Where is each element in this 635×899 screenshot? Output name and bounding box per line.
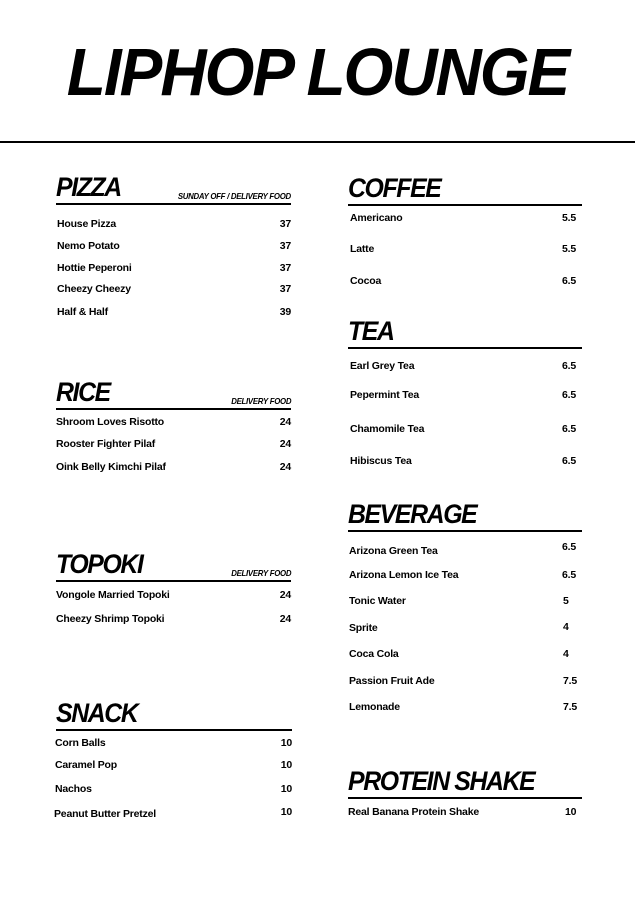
item-price: 10 <box>280 806 292 818</box>
section-rice <box>56 376 291 473</box>
item-name: Arizona Green Tea <box>349 545 438 557</box>
item-name: Hottie Peperoni <box>57 262 132 274</box>
section-title: COFFEE <box>348 173 441 203</box>
section-header <box>56 376 291 410</box>
item-name: Oink Belly Kimchi Pilaf <box>56 461 166 473</box>
item-price: 6.5 <box>562 541 576 553</box>
item-name: Chamomile Tea <box>350 423 425 435</box>
item-price: 5.5 <box>562 243 576 255</box>
section-note: SUNDAY OFF / DELIVERY FOOD <box>177 191 291 201</box>
item-price: 4 <box>563 648 569 660</box>
section-topoki <box>56 548 291 625</box>
item-price: 10 <box>280 783 292 795</box>
section-title: BEVERAGE <box>348 499 477 529</box>
section-header <box>348 765 582 799</box>
section-note: DELIVERY FOOD <box>230 568 291 578</box>
item-name: Coca Cola <box>349 648 399 660</box>
item-price: 6.5 <box>562 360 576 372</box>
menu-title: LIPHOP LOUNGE <box>66 34 569 110</box>
item-name: Hibiscus Tea <box>350 455 412 467</box>
item-name: Real Banana Protein Shake <box>348 806 479 818</box>
item-price: 6.5 <box>562 275 576 287</box>
item-price: 4 <box>563 621 569 633</box>
item-price: 5 <box>563 595 569 607</box>
section-title: PROTEIN SHAKE <box>348 766 535 796</box>
item-name: Shroom Loves Risotto <box>56 416 165 428</box>
section-header <box>348 315 582 349</box>
item-name: Arizona Lemon Ice Tea <box>349 569 459 581</box>
item-price: 10 <box>280 759 292 771</box>
section-header <box>56 171 291 205</box>
item-price: 24 <box>279 438 291 450</box>
item-name: House Pizza <box>57 218 117 230</box>
item-name: Vongole Married Topoki <box>56 589 170 601</box>
item-price: 5.5 <box>562 212 576 224</box>
item-name: Americano <box>350 212 403 224</box>
section-title: TOPOKI <box>56 549 143 579</box>
section-title: RICE <box>56 377 110 407</box>
item-name: Half & Half <box>57 306 108 318</box>
item-price: 24 <box>279 613 291 625</box>
item-name: Nachos <box>55 783 92 795</box>
item-price: 6.5 <box>562 389 576 401</box>
item-price: 39 <box>279 306 291 318</box>
item-name: Cocoa <box>350 275 382 287</box>
section-header <box>56 697 292 731</box>
item-price: 37 <box>279 240 291 252</box>
item-price: 24 <box>279 589 291 601</box>
item-name: Pepermint Tea <box>350 389 419 401</box>
item-name: Latte <box>350 243 375 255</box>
section-coffee <box>348 172 582 287</box>
section-pizza <box>56 171 291 318</box>
section-header <box>348 498 582 532</box>
item-price: 10 <box>280 737 292 749</box>
item-price: 7.5 <box>563 675 577 687</box>
item-name: Peanut Butter Pretzel <box>54 808 156 820</box>
section-title: TEA <box>348 316 394 346</box>
item-name: Lemonade <box>349 701 400 713</box>
item-name: Cheezy Shrimp Topoki <box>56 613 165 625</box>
item-price: 6.5 <box>562 423 576 435</box>
item-price: 24 <box>279 461 291 473</box>
item-price: 37 <box>279 218 291 230</box>
item-name: Rooster Fighter Pilaf <box>56 438 156 450</box>
section-title: SNACK <box>56 698 138 728</box>
section-header <box>56 548 291 582</box>
section-tea <box>348 315 582 467</box>
item-name: Passion Fruit Ade <box>349 675 435 687</box>
item-price: 37 <box>279 262 291 274</box>
item-price: 7.5 <box>563 701 577 713</box>
title-divider <box>0 141 635 143</box>
section-protein-shake <box>348 765 582 818</box>
section-note: DELIVERY FOOD <box>230 396 291 406</box>
item-name: Caramel Pop <box>55 759 117 771</box>
item-name: Tonic Water <box>349 595 406 607</box>
item-price: 10 <box>565 806 577 818</box>
item-name: Cheezy Cheezy <box>57 283 131 295</box>
item-price: 6.5 <box>562 455 576 467</box>
item-name: Earl Grey Tea <box>350 360 415 372</box>
item-price: 24 <box>279 416 291 428</box>
item-name: Corn Balls <box>55 737 106 749</box>
section-title: PIZZA <box>56 172 121 202</box>
item-name: Sprite <box>349 622 378 634</box>
item-price: 37 <box>279 283 291 295</box>
section-beverage <box>348 498 582 713</box>
item-price: 6.5 <box>562 569 576 581</box>
section-header <box>348 172 582 206</box>
section-snack <box>54 697 292 820</box>
item-name: Nemo Potato <box>57 240 120 252</box>
